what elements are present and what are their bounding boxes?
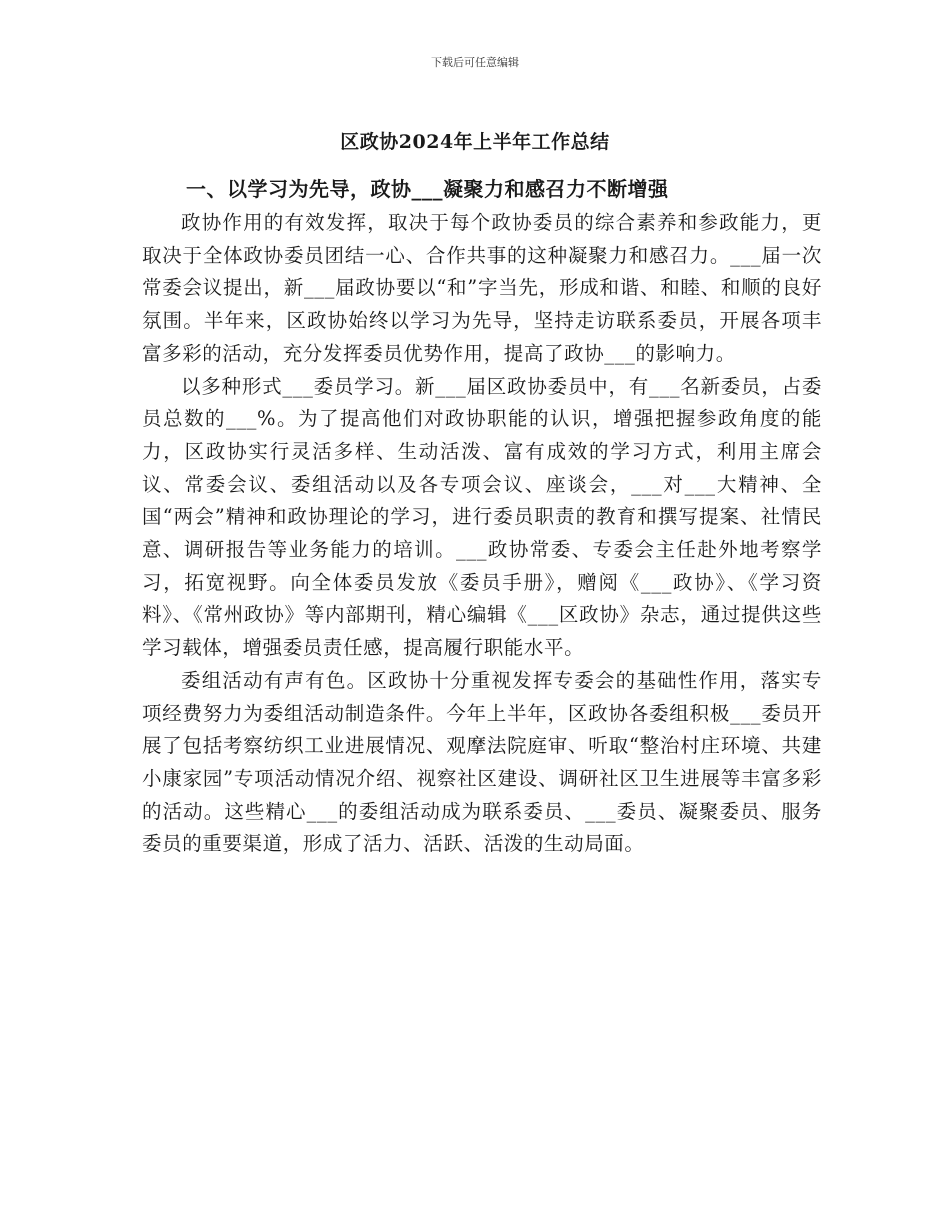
paragraph: 以多种形式___委员学习。新___届区政协委员中，有___名新委员，占委员总数的___%。为了提高他们对政协职能的认识，增强把握参政角度的能力，区政协实行灵活多样、生动活泼、富有成效的学习方式，利用主席会议、常委会议、委组活动以及各专项会议、座谈会，___对___大精神、全国“两会”精神和政协理论的学习，进行委员职责的教育和撰写提案、社情民意、调研报告等业务能力的培训。___政协常委、专委会主任赴外地考察学习，拓宽视野。向全体委员发放《委员手册》，赠阅《___政协》、《学习资料》、《常州政协》等内部期刊，精心编辑《___区政协》杂志，通过提供这些学习载体，增强委员责任感，提高履行职能水平。 xyxy=(142,374,822,660)
section-heading: 一、以学习为先导，政协___凝聚力和感召力不断增强 xyxy=(186,177,669,201)
document-body xyxy=(142,207,822,861)
paragraph: 委组活动有声有色。区政协十分重视发挥专委会的基础性作用，落实专项经费努力为委组活动制造条件。今年上半年，区政协各委组积极___委员开展了包括考察纺织工业进展情况、观摩法院庭审、听取“整治村庄环境、共建小康家园”专项活动情况介绍、视察社区建设、调研社区卫生进展等丰富多彩的活动。这些精心___的委组活动成为联系委员、___委员、凝聚委员、服务委员的重要渠道，形成了活力、活跃、活泼的生动局面。 xyxy=(142,668,822,856)
header-note: 下载后可任意编辑 xyxy=(431,56,519,69)
paragraph: 政协作用的有效发挥，取决于每个政协委员的综合素养和参政能力，更取决于全体政协委员团结一心、合作共事的这种凝聚力和感召力。___届一次常委会议提出，新___届政协要以“和”字当先，形成和谐、和睦、和顺的良好氛围。半年来，区政协始终以学习为先导，坚持走访联系委员，开展各项丰富多彩的活动，充分发挥委员优势作用，提高了政协___的影响力。 xyxy=(142,211,822,365)
document-title: 区政协2024年上半年工作总结 xyxy=(340,131,610,153)
